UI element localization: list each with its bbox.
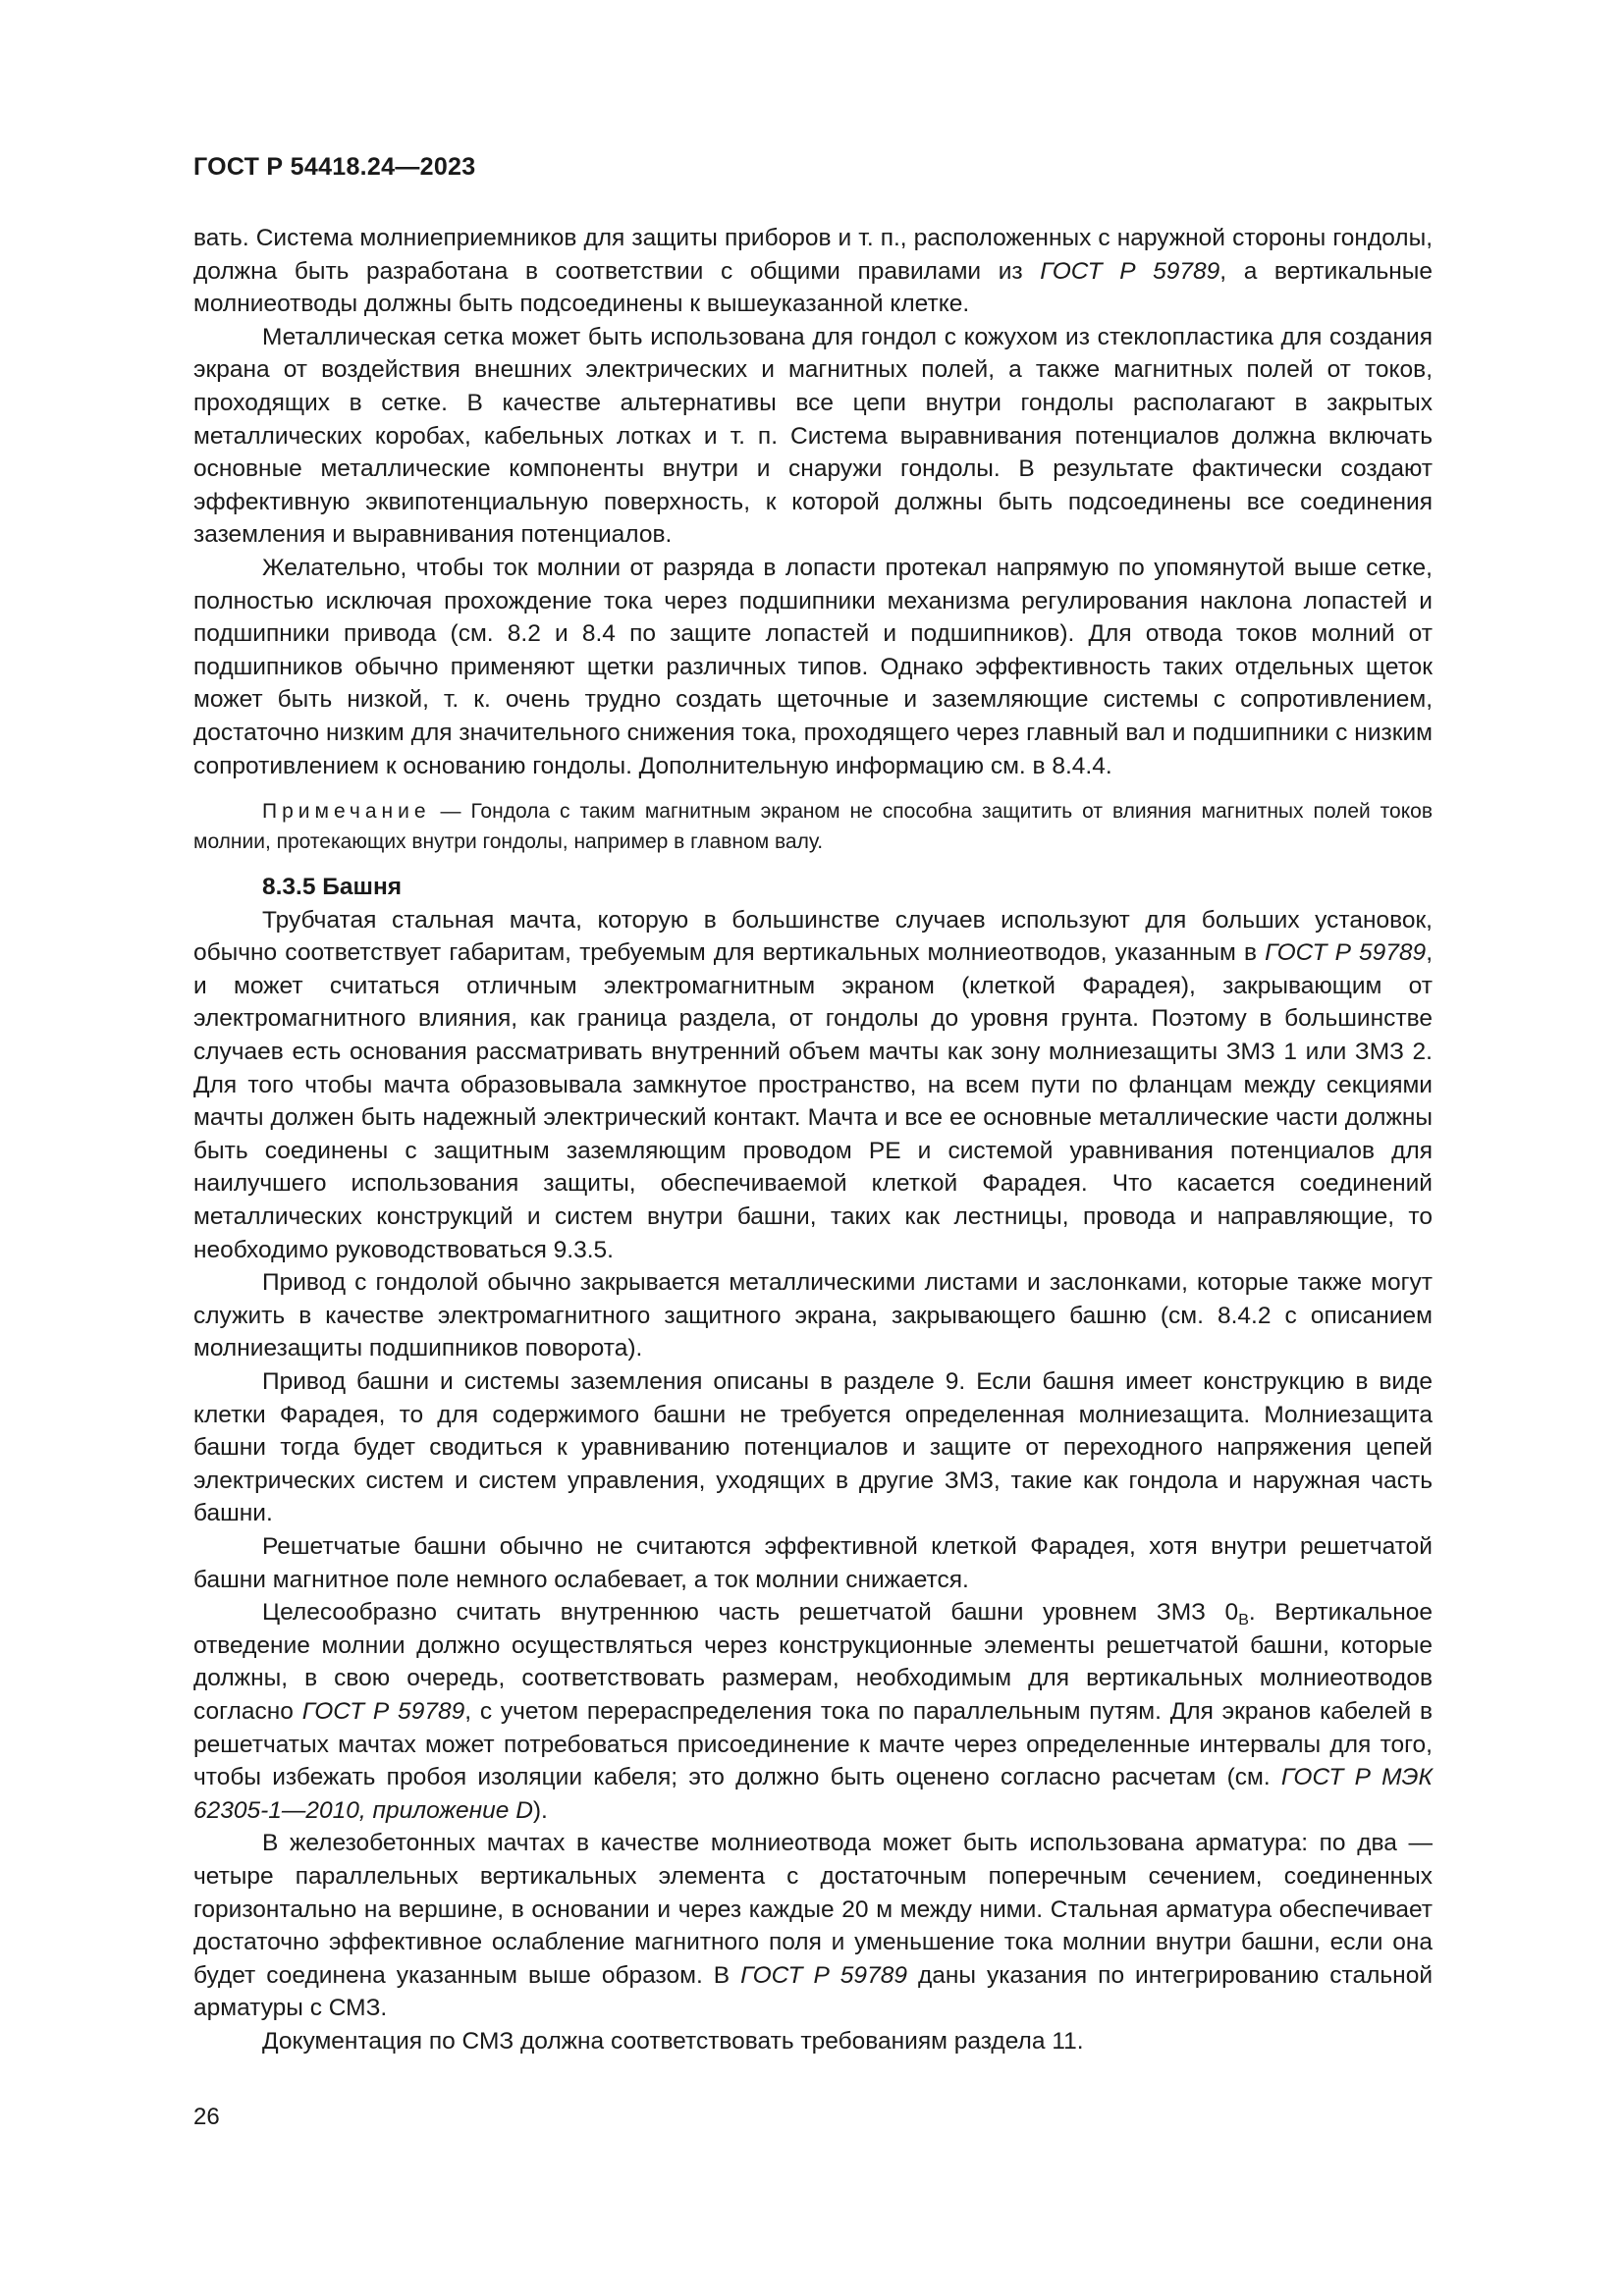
text-run: вать. Система молниеприемников для защиты приборов и т. п., расположенных с наружной стороны гондолы, должна быть разработана в соответствии с общими правилами из [193, 225, 1433, 285]
text-run: , с учетом перераспределения тока по параллельным путям. Для экранов кабелей в решетчатых мачтах может потребоваться присоединение к мачте через определенные интервалы для того, чтобы избежать пробоя изоляции кабеля; это должно быть оценено согласно расчетам (см. [193, 1697, 1434, 1791]
text-run: Целесообразно считать внутреннюю часть решетчатой башни уровнем ЗМЗ 0 [262, 1599, 1239, 1627]
standard-reference: ГОСТ Р МЭК 62305-1—2010, приложение D [193, 1764, 1433, 1824]
note-label: Примечание [262, 800, 431, 824]
standard-reference: ГОСТ Р 59789 [301, 1697, 465, 1725]
text-run: , а вертикальные молниеотводы должны быть подсоединены к вышеуказанной клетке. [193, 257, 1433, 318]
document-header: ГОСТ Р 54418.24—2023 [193, 153, 476, 181]
note [193, 796, 1433, 857]
section-heading: 8.3.5 Башня [262, 874, 403, 901]
paragraph-lattice-lpz [193, 1596, 1433, 1827]
text-run: даны указания по интегрированию стальной арматуры с СМЗ. [193, 1961, 1434, 2022]
standard-reference: ГОСТ Р 59789 [740, 1961, 907, 1989]
paragraph-continuation [193, 222, 1433, 321]
subscript: B [1238, 1612, 1249, 1629]
paragraph-reinforced-concrete [193, 1827, 1433, 2025]
paragraph-lattice-towers: Решетчатые башни обычно не считаются эффективной клеткой Фарадея, хотя внутри решетчатой башни магнитное поле немного ослабевает, а ток молнии снижается. [193, 1532, 1433, 1593]
note-text: — Гондола с таким магнитным экраном не способна защитить от влияния магнитных полей токов молнии, протекающих внутри гондолы, например в главном валу. [193, 800, 1433, 854]
standard-reference: ГОСТ Р 59789 [1040, 257, 1220, 285]
text-run: ). [532, 1796, 548, 1824]
text-run: Трубчатая стальная мачта, которую в большинстве случаев используют для больших установок, обычно соответствует габаритам, требуемым для вертикальных молниеотводов, указанным в [193, 906, 1433, 967]
document-body [193, 222, 1433, 2057]
page-number: 26 [193, 2104, 220, 2130]
paragraph-documentation: Документация по СМЗ должна соответствовать требованиям раздела 11. [262, 2027, 1084, 2055]
standard-reference: ГОСТ Р 59789 [1265, 939, 1427, 967]
paragraph-drive-gondola: Привод с гондолой обычно закрывается металлическими листами и заслонками, которые также могут служить в качестве электромагнитного защитного экрана, закрывающего башню (см. 8.4.2 с описанием молниезащиты подшипников поворота). [193, 1269, 1433, 1362]
text-run: В железобетонных мачтах в качестве молниеотвода может быть использована арматура: по два — четыре параллельных вертикальных элемента с достаточным поперечным сечением, соединенных горизонтально на вершине, в основании и через каждые 20 м между ними. Стальная арматура обеспечивает достаточно эффективное ослабление магнитного поля и уменьшение тока молнии внутри башни, если она будет соединена указанным выше образом. В [193, 1830, 1433, 1989]
text-run: , и может считаться отличным электромагнитным экраном (клеткой Фарадея), закрывающим от электромагнитного влияния, как граница раздела, от гондолы до уровня грунта. Поэтому в большинстве случаев есть основания рассматривать внутренний объем мачты как зону молниезащиты ЗМЗ 1 или ЗМЗ 2. Для того чтобы мачта образовывала замкнутое пространство, на всем пути по фланцам между секциями мачты должен быть надежный электрический контакт. Мачта и все ее основные металлические части должны быть соединены с защитным заземляющим проводом PE и системой уравнивания потенциалов для наилучшего использования защиты, обеспечиваемой клеткой Фарадея. Что касается соединений металлических конструкций и систем внутри башни, таких как лестницы, провода и направляющие, то необходимо руководствоваться 9.3.5. [193, 939, 1433, 1263]
paragraph-lightning-current: Желательно, чтобы ток молнии от разряда в лопасти протекал напрямую по упомянутой выше сетке, полностью исключая прохождение тока через подшипники механизма регулирования наклона лопастей и подшипники привода (см. 8.2 и 8.4 по защите лопастей и подшипников). Для отвода токов молний от подшипников обычно применяют щетки различных типов. Однако эффективность таких отдельных щеток может быть низкой, т. к. очень трудно создать щеточные и заземляющие системы с сопротивлением, достаточно низким для значительного снижения тока, проходящего через главный вал и подшипники с низким сопротивлением к основанию гондолы. Дополнительную информацию см. в 8.4.4. [193, 554, 1433, 779]
paragraph-tower-drive: Привод башни и системы заземления описаны в разделе 9. Если башня имеет конструкцию в виде клетки Фарадея, то для содержимого башни не требуется определенная молниезащита. Молниезащита башни тогда будет сводиться к уравниванию потенциалов и защите от переходного напряжения цепей электрических систем и систем управления, уходящих в другие ЗМЗ, такие как гондола и наружная часть башни. [193, 1368, 1433, 1527]
text-run: . Вертикальное отведение молнии должно осуществляться через конструкционные элементы решетчатой башни, которые должны, в свою очередь, соответствовать размерам, необходимым для вертикальных молниеотводов согласно [193, 1599, 1433, 1725]
paragraph-metal-mesh: Металлическая сетка может быть использована для гондол с кожухом из стеклопластика для создания экрана от воздействия внешних электрических и магнитных полей, а также магнитных полей от токов, проходящих в сетке. В качестве альтернативы все цепи внутри гондолы располагают в закрытых металлических коробах, кабельных лотках и т. п. Система выравнивания потенциалов должна включать основные металлические компоненты внутри и снаружи гондолы. В результате фактически создают эффективную эквипотенциальную поверхность, к которой должны быть подсоединены все соединения заземления и выравнивания потенциалов. [193, 323, 1433, 549]
paragraph-tubular-mast [193, 904, 1433, 1267]
